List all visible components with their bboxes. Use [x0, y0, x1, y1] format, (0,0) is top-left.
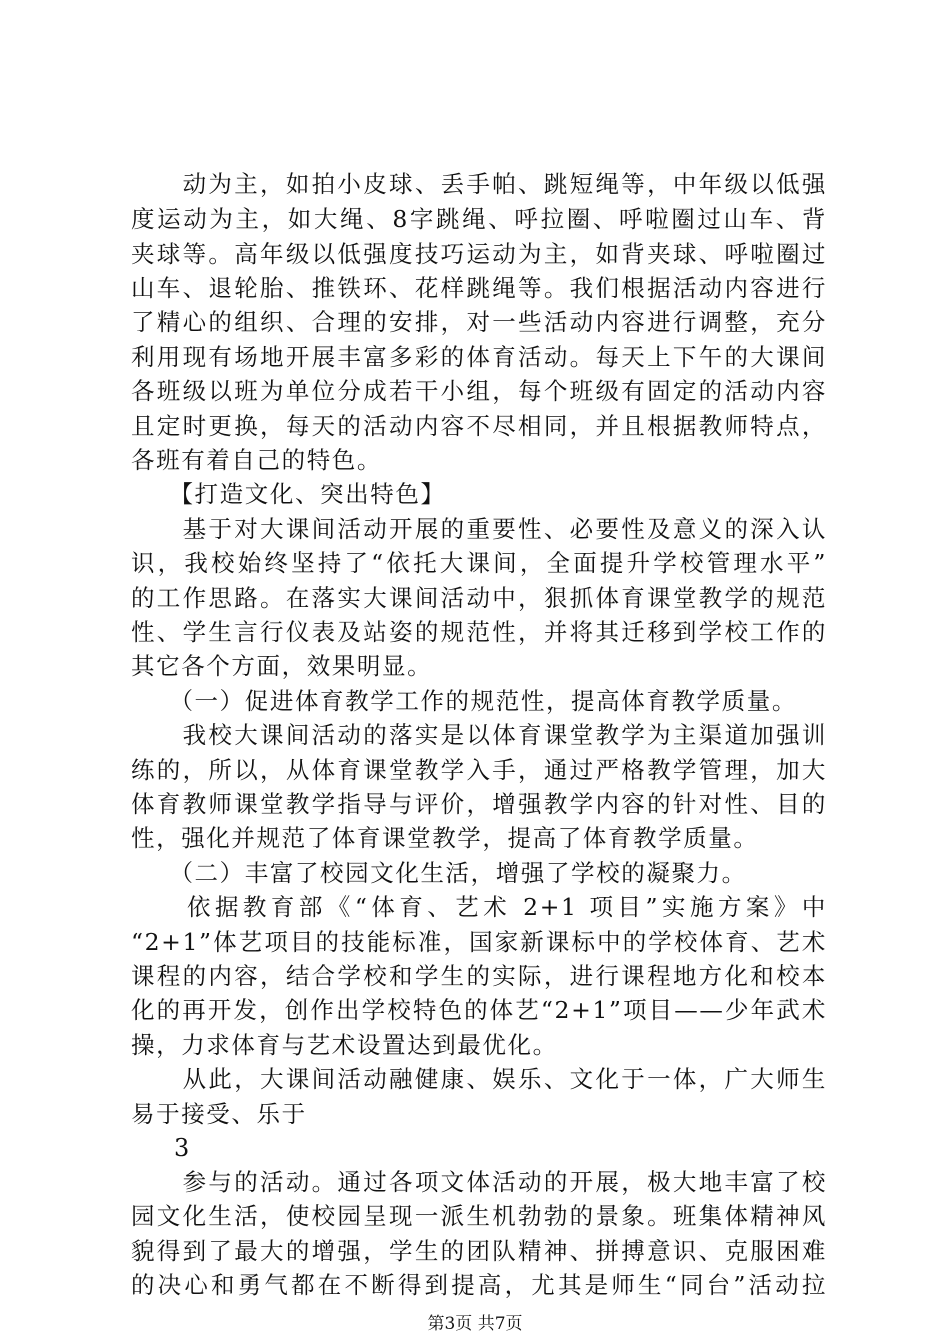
text-line: 性、学生言行仪表及站姿的规范性，并将其迁移到学校工作的 [131, 618, 827, 646]
text-line: 动为主，如拍小皮球、丢手帕、跳短绳等，中年级以低强 [131, 170, 827, 198]
text-line: “2+1”体艺项目的技能标准，国家新课标中的学校体育、艺术 [131, 928, 827, 956]
text-line: 各班有着自己的特色。 [131, 446, 382, 474]
text-line: 操，力求体育与艺术设置达到最优化。 [131, 1031, 558, 1059]
text-line: 的决心和勇气都在不断得到提高，尤其是师生“同台”活动拉 [131, 1271, 827, 1299]
text-line: 依据教育部《“体育、艺术 2+1 项目”实施方案》中 [131, 893, 827, 921]
text-line: 识，我校始终坚持了“依托大课间，全面提升学校管理水平” [131, 549, 827, 577]
subheading-line: （一）促进体育教学工作的规范性，提高体育教学质量。 [131, 687, 797, 715]
page-footer: 第3页 共7页 [427, 1314, 523, 1334]
text-line: 各班级以班为单位分成若干小组，每个班级有固定的活动内容 [131, 377, 827, 405]
heading-line: 【打造文化、突出特色】 [131, 480, 446, 508]
text-line: 课程的内容，结合学校和学生的实际，进行课程地方化和校本 [131, 962, 827, 990]
text-line: 且定时更换，每天的活动内容不尽相同，并且根据教师特点， [131, 412, 827, 440]
text-line: 利用现有场地开展丰富多彩的体育活动。每天上下午的大课间 [131, 343, 827, 371]
text-line: 山车、退轮胎、推铁环、花样跳绳等。我们根据活动内容进行 [131, 274, 827, 302]
text-line: 从此，大课间活动融健康、娱乐、文化于一体，广大师生 [131, 1065, 827, 1093]
text-line: 化的再开发，创作出学校特色的体艺“2+1”项目——少年武术 [131, 996, 827, 1024]
text-line: 我校大课间活动的落实是以体育课堂教学为主渠道加强训 [131, 721, 827, 749]
page-number-marker: 3 [174, 1134, 190, 1162]
text-line: 其它各个方面，效果明显。 [131, 652, 433, 680]
subheading-line: （二）丰富了校园文化生活，增强了学校的凝聚力。 [131, 859, 747, 887]
text-line: 练的，所以，从体育课堂教学入手，通过严格教学管理，加大 [131, 756, 827, 784]
text-line: 的工作思路。在落实大课间活动中，狠抓体育课堂教学的规范 [131, 584, 827, 612]
text-line: 貌得到了最大的增强，学生的团队精神、拼搏意识、克服困难 [131, 1237, 827, 1265]
text-line: 易于接受、乐于 [131, 1100, 307, 1128]
text-line: 参与的活动。通过各项文体活动的开展，极大地丰富了校 [131, 1168, 827, 1196]
text-line: 夹球等。高年级以低强度技巧运动为主，如背夹球、呼啦圈过 [131, 240, 827, 268]
text-line: 了精心的组织、合理的安排，对一些活动内容进行调整，充分 [131, 308, 827, 336]
text-line: 体育教师课堂教学指导与评价，增强教学内容的针对性、目的 [131, 790, 827, 818]
text-line: 性，强化并规范了体育课堂教学，提高了体育教学质量。 [131, 824, 759, 852]
text-line: 度运动为主，如大绳、8字跳绳、呼拉圈、呼啦圈过山车、背 [131, 205, 827, 233]
text-line: 园文化生活，使校园呈现一派生机勃勃的景象。班集体精神风 [131, 1202, 827, 1230]
text-line: 基于对大课间活动开展的重要性、必要性及意义的深入认 [131, 515, 827, 543]
